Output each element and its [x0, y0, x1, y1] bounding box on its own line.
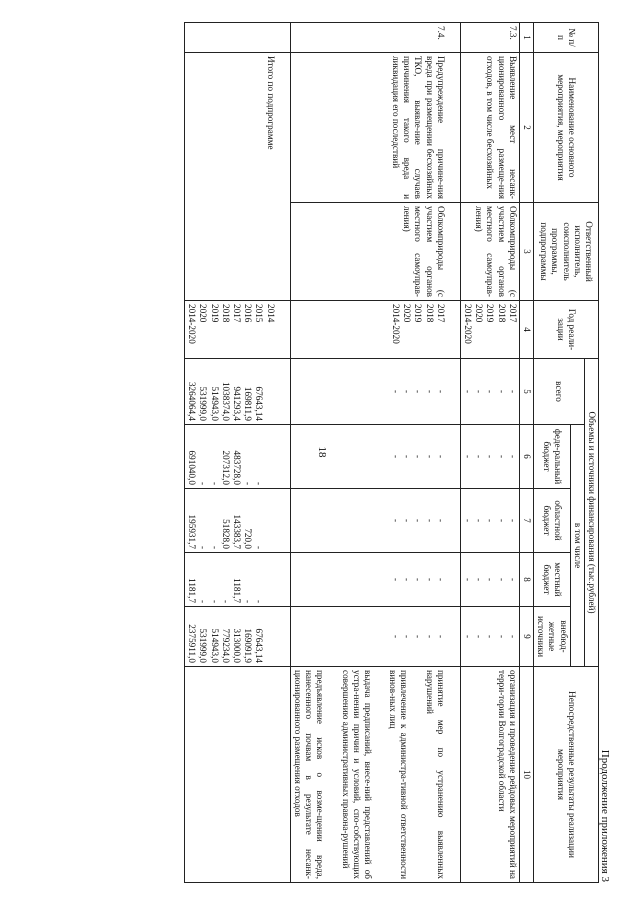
column-number: 5 [519, 359, 533, 425]
row-years: 2017 2018 2019 2020 2014-2020 [290, 301, 460, 359]
row-name: Выявление мест несанк-ционированного размеще-ния отходов, в том числе бесхозяйных [460, 53, 519, 203]
column-number: 3 [519, 203, 533, 301]
total-extra: 67643,14 169091,9 313000,0 779234,0 514943,0 531999,0 2375911,0 [184, 607, 290, 667]
row-local: - - - - - [290, 553, 460, 607]
header-no: № п/п [533, 23, 598, 53]
total-local: - - 1181,7 - - - 1181,7 [184, 553, 290, 607]
row-local: - - - - - [460, 553, 519, 607]
header-federal: феде-ральный бюджет [533, 425, 570, 489]
header-regional: областной бюджет [533, 489, 570, 553]
result-item: предъявление исков о возме-щении вреда, нанесенного почвам в результате несанк-ционированного размещения отходов [292, 670, 326, 879]
column-number: 7 [519, 489, 533, 553]
header-year: Год реали-зации [533, 301, 598, 359]
column-number: 10 [519, 667, 533, 883]
row-regional: - - - - - [290, 489, 460, 553]
row-total: - - - - - [460, 359, 519, 425]
continuation-label: Продолжение приложения 3 [599, 749, 611, 882]
header-extra: внебюд-жетные источники [533, 607, 570, 667]
column-number: 4 [519, 301, 533, 359]
header-in-that: в том числе [570, 425, 584, 667]
row-number: 7.4. [290, 23, 460, 53]
row-number: 7.3. [460, 23, 519, 53]
total-row [184, 23, 290, 883]
row-result: организация и проведение рейдовых мероприятий на терри-тории Волгоградской области [460, 667, 519, 883]
row-years: 2017 2018 2019 2020 2014-2020 [460, 301, 519, 359]
header-funding: Объемы и источники финансирования (тыс.рублей) [584, 359, 598, 667]
header-responsible: Ответственный исполнитель, соисполнитель программы, подпрограммы [533, 203, 598, 301]
total-regional: - 720,0 143383,7 51828,0 - - 195931,7 [184, 489, 290, 553]
row-regional: - - - - - [460, 489, 519, 553]
row-total: - - - - - [290, 359, 460, 425]
row-extra: - - - - - [290, 607, 460, 667]
column-number: 9 [519, 607, 533, 667]
header-total: всего [533, 359, 584, 425]
table-row [290, 23, 460, 883]
total-years: 2014 2015 2016 2017 2018 2019 2020 2014-2020 [184, 301, 290, 359]
result-item: выдача предписаний, внесе-ний представлений об устра-нении причин и условий, спо-собствующих совершению административных правона-рушений [340, 670, 373, 879]
row-responsible: Облкомприроды (с участием органов местного самоуправ-ления) [460, 203, 519, 301]
result-item: привлечение к администра-тивной ответственности винов-ных лиц [388, 670, 410, 879]
column-number: 1 [519, 23, 533, 53]
page-number: 18 [316, 446, 328, 458]
result-item: принятие мер по устранению выявленных нарушений [424, 670, 446, 879]
program-table [184, 22, 599, 883]
row-federal: - - - - - [290, 425, 460, 489]
total-federal: - - 483728,0 207312,0 - - 691040,0 [184, 425, 290, 489]
total-label: Итого по подпрограмме [184, 53, 290, 301]
header-result: Непосредственные результаты реализации мероприятия [533, 667, 598, 883]
column-number-row [519, 23, 533, 883]
total-total: 67643,14 169811,9 941293,4 1038374,0 514943,0 531999,0 3264064,4 [184, 359, 290, 425]
column-number: 8 [519, 553, 533, 607]
table-row [460, 23, 519, 883]
row-responsible: Облкомприроды (с участием органов местного самоуправ-ления) [290, 203, 460, 301]
rotated-page-content [141, 22, 611, 882]
column-number: 6 [519, 425, 533, 489]
header-name: Наименование основного мероприятия, мероприятия [533, 53, 598, 203]
header-local: местный бюджет [533, 553, 570, 607]
row-federal: - - - - - [460, 425, 519, 489]
column-number: 2 [519, 53, 533, 203]
row-results [290, 667, 460, 883]
row-extra: - - - - - [460, 607, 519, 667]
row-name: Предупреждение причине-ния вреда при размещении бесхозяйных ТКО, выявле-ние случаев причинения такого вреда и ликвидация его последствий [290, 53, 460, 203]
